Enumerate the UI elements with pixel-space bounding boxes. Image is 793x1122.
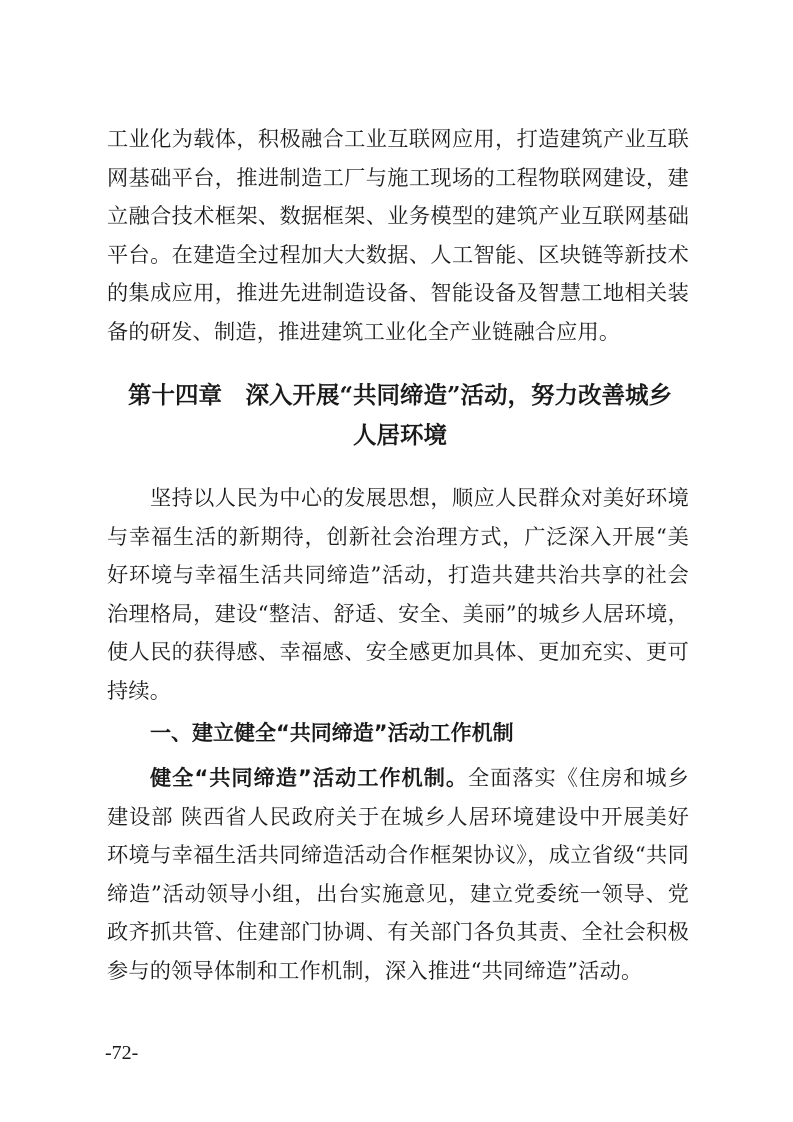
- page-number: -72-: [105, 1042, 139, 1064]
- chapter-title: [100, 375, 700, 455]
- section-lead-bold: 健全“共同缔造”活动工作机制。: [150, 765, 469, 790]
- chapter-title-line-2: 人居环境: [353, 421, 447, 449]
- section-heading: 一、建立健全“共同缔造”活动工作机制: [150, 721, 514, 745]
- chapter-title-line-1: 第十四章 深入开展“共同缔造”活动，努力改善城乡: [127, 381, 673, 409]
- section-paragraph: [107, 759, 689, 991]
- section-body-text: 全面落实《住房和城乡建设部 陕西省人民政府关于在城乡人居环境建设中开展美好环境与幸福生活共同缔造活动合作框架协议》，成立省级“共同缔造”活动领导小组，出台实施意见，建立党委统一领导、党政齐抓共管、住建部门协调、有关部门各负其责、全社会积极参与的领导体制和工作机制，深入推进“共同缔造”活动。: [107, 765, 689, 983]
- chapter-intro-paragraph: 坚持以人民为中心的发展思想，顺应人民群众对美好环境与幸福生活的新期待，创新社会治理方式，广泛深入开展“美好环境与幸福生活共同缔造”活动，打造共建共治共享的社会治理格局，建设“整洁、舒适、安全、美丽”的城乡人居环境，使人民的获得感、幸福感、安全感更加具体、更加充实、更可持续。: [107, 485, 689, 703]
- continued-paragraph: 工业化为载体，积极融合工业互联网应用，打造建筑产业互联网基础平台，推进制造工厂与施工现场的工程物联网建设，建立融合技术框架、数据框架、业务模型的建筑产业互联网基础平台。在建造全过程加大大数据、人工智能、区块链等新技术的集成应用，推进先进制造设备、智能设备及智慧工地相关装备的研发、制造，推进建筑工业化全产业链融合应用。: [107, 126, 689, 344]
